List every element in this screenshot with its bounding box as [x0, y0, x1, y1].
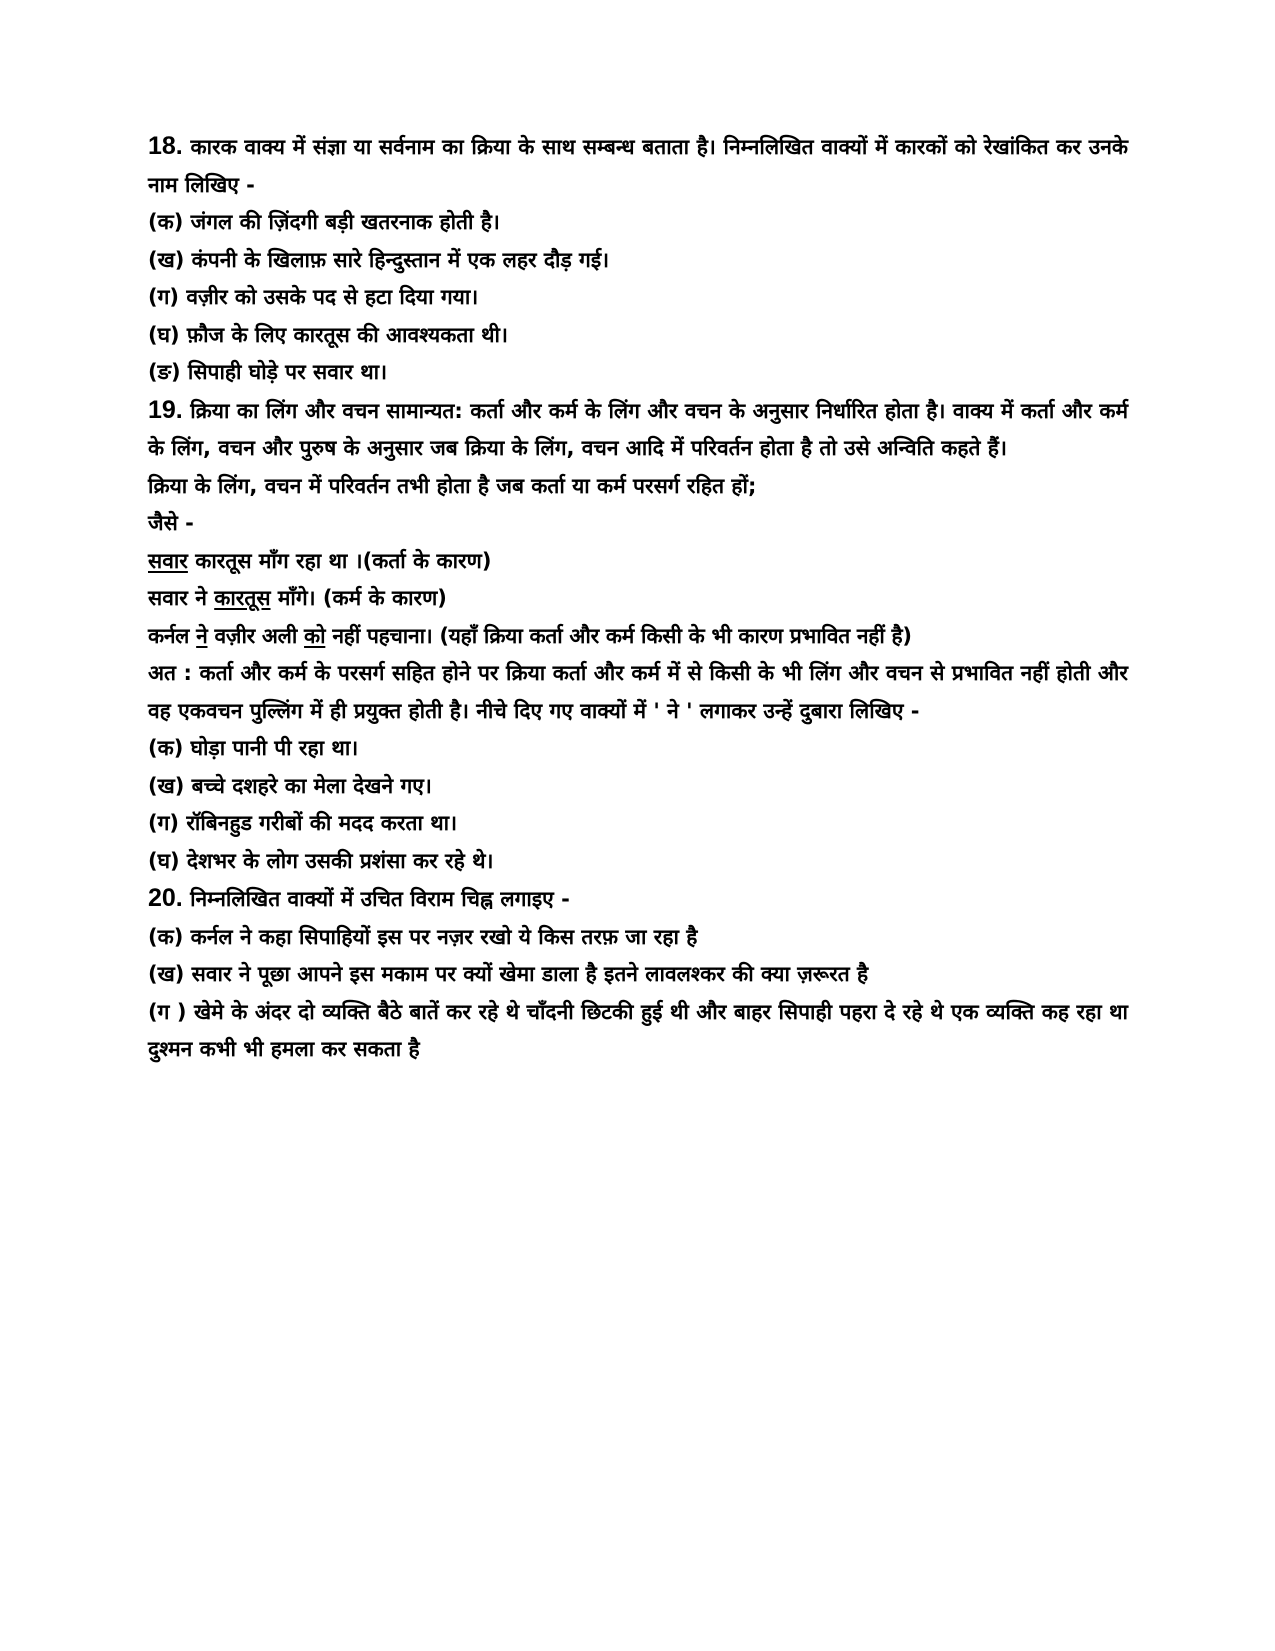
q18-heading: [148, 128, 1128, 204]
q18-text: कारक वाक्य में संज्ञा या सर्वनाम का क्रिया के साथ सम्बन्ध बताता है। निम्नलिखित वाक्यों में कारकों को रेखांकित कर उनके नाम लिखिए -: [148, 135, 1128, 197]
q18-item-gha: (घ) फ़ौज के लिए कारतूस की आवश्यकता थी।: [148, 322, 508, 347]
q18-item-ga: (ग) वज़ीर को उसके पद से हटा दिया गया।: [148, 285, 479, 309]
q18-item-ka: (क) जंगल की ज़िंदगी बड़ी खतरनाक होती है।: [148, 210, 500, 234]
q19-example-3: [148, 618, 1128, 656]
q19-item-kha: (ख) बच्चे दशहरे का मेला देखने गए।: [148, 773, 432, 798]
q20-item-ka: (क) कर्नल ने कहा सिपाहियों इस पर नज़र रखो ये किस तरफ़ जा रहा है: [148, 924, 698, 949]
q19-number: 19.: [148, 395, 183, 424]
q18-item-kha: (ख) कंपनी के खिलाफ़ सारे हिन्दुस्तान में एक लहर दौड़ गई।: [148, 247, 610, 272]
underlined-word: ने: [196, 623, 208, 648]
q20-heading: [148, 880, 1128, 919]
underlined-word: सवार: [148, 548, 188, 573]
q19-example-2: [148, 580, 1128, 618]
q18-number: 18.: [148, 132, 183, 160]
q19-rule: क्रिया के लिंग, वचन में परिवर्तन तभी होता है जब कर्ता या कर्म परसर्ग रहित हों;: [148, 473, 757, 498]
q20-item-kha: (ख) सवार ने पूछा आपने इस मकाम पर क्यों खेमा डाला है इतने लावलश्कर की क्या ज़रूरत है: [148, 962, 869, 986]
underlined-word: को: [304, 623, 326, 648]
example-text: नहीं पहचाना। (यहाँ क्रिया कर्ता और कर्म किसी के भी कारण प्रभावित नहीं है): [325, 623, 912, 648]
q19-conclusion: अत : कर्ता और कर्म के परसर्ग सहित होने पर क्रिया कर्ता और कर्म में से किसी के भी लिंग और वचन से प्रभावित नहीं होती और वह एकवचन पुल्लिंग में ही प्रयुक्त होती है। नीचे दिए गए वाक्यों में ' ने ' लगाकर उन्हें दुबारा लिखिए -: [148, 661, 1128, 723]
q19-item-gha: (घ) देशभर के लोग उसकी प्रशंसा कर रहे थे।: [148, 848, 494, 873]
example-text: कारतूस माँग रहा था ।(कर्ता के कारण): [187, 548, 492, 573]
q19-text: क्रिया का लिंग और वचन सामान्यत: कर्ता और कर्म के लिंग और वचन के अनुसार निर्धारित होता है। वाक्य में कर्ता और कर्म के लिंग, वचन और पुरुष के अनुसार जब क्रिया के लिंग, वचन आदि में परिवर्तन होता है तो उसे अन्विति कहते हैं।: [148, 398, 1129, 460]
example-text: सवार ने: [148, 586, 215, 610]
q20-item-ga: (ग ) खेमे के अंदर दो व्यक्ति बैठे बातें कर रहे थे चाँदनी छिटकी हुई थी और बाहर सिपाही पहरा दे रहे थे एक व्यक्ति कह रहा था दुश्मन कभी भी हमला कर सकता है: [148, 999, 1128, 1061]
q18-item-nga: (ङ) सिपाही घोड़े पर सवार था।: [148, 360, 388, 384]
q19-example-1: [148, 543, 1128, 581]
example-text: वज़ीर अली: [207, 623, 305, 648]
q19-item-ka: (क) घोड़ा पानी पी रहा था।: [148, 736, 359, 760]
underlined-word: कारतूस: [214, 586, 271, 610]
document-page: [148, 128, 1128, 1069]
q19-jaise: जैसे -: [148, 511, 194, 535]
q20-text: निम्नलिखित वाक्यों में उचित विराम चिह्न लगाइए -: [190, 887, 570, 911]
q19-heading: [148, 392, 1128, 468]
q19-item-ga: (ग) रॉबिनहुड गरीबों की मदद करता था।: [148, 811, 458, 835]
example-text: कर्नल: [148, 623, 197, 648]
example-text: माँगे। (कर्म के कारण): [270, 586, 447, 610]
q20-number: 20.: [148, 884, 183, 912]
